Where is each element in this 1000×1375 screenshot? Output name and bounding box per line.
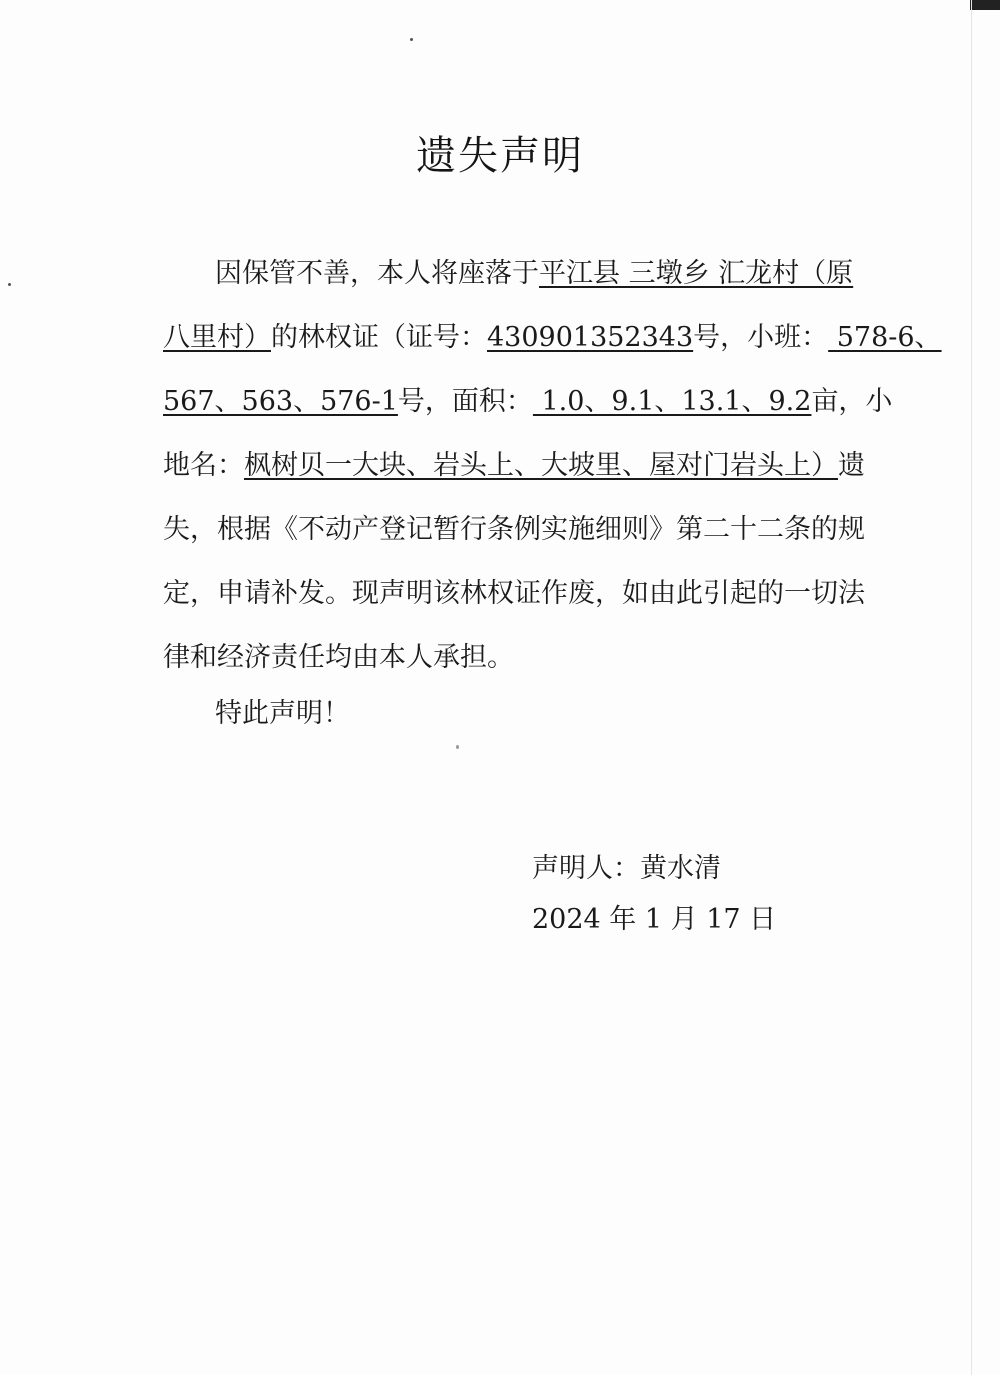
body-text: 号，小班： xyxy=(693,322,829,353)
body-line-3 xyxy=(163,382,892,422)
body-text: 因保管不善，本人将座落于 xyxy=(215,258,539,289)
body-line-6: 定，申请补发。现声明该林权证作废，如由此引起的一切法 xyxy=(163,578,865,609)
document-title: 遗失声明 xyxy=(416,133,584,179)
body-line-1 xyxy=(215,254,853,294)
body-text: 地名： xyxy=(163,450,244,481)
body-text: 遗 xyxy=(838,450,865,481)
body-text: 的林权证（证号： xyxy=(271,322,487,353)
body-line-5: 失，根据《不动产登记暂行条例实施细则》第二十二条的规 xyxy=(163,514,865,545)
subcompartment-numbers: 578-6、 xyxy=(828,322,942,353)
area-values: 1.0、9.1、13.1、9.2 xyxy=(532,386,812,417)
former-village-underlined: 八里村） xyxy=(163,322,271,353)
scan-speck xyxy=(8,283,11,286)
location-underlined: 平江县 三墩乡 汇龙村（原 xyxy=(539,258,854,289)
body-line-4 xyxy=(163,446,865,486)
declarant-name: 声明人：黄水清 xyxy=(532,853,721,884)
body-line-2 xyxy=(163,318,942,358)
declaration-date: 2024 年 1 月 17 日 xyxy=(532,904,777,935)
scan-edge-line xyxy=(971,0,972,1375)
scan-speck xyxy=(410,38,413,41)
body-text: 号，面积： xyxy=(397,386,533,417)
scan-edge-mark xyxy=(970,0,1000,10)
certificate-number: 430901352343 xyxy=(487,322,694,353)
scan-speck xyxy=(456,745,459,749)
place-names-underlined: 枫树贝一大块、岩头上、大坡里、屋对门岩头上） xyxy=(244,450,838,481)
body-text: 亩，小 xyxy=(811,386,893,417)
body-line-7: 律和经济责任均由本人承担。 xyxy=(163,642,514,673)
subcompartment-numbers-cont: 567、563、576-1 xyxy=(163,386,398,417)
closing-statement: 特此声明！ xyxy=(215,698,350,729)
